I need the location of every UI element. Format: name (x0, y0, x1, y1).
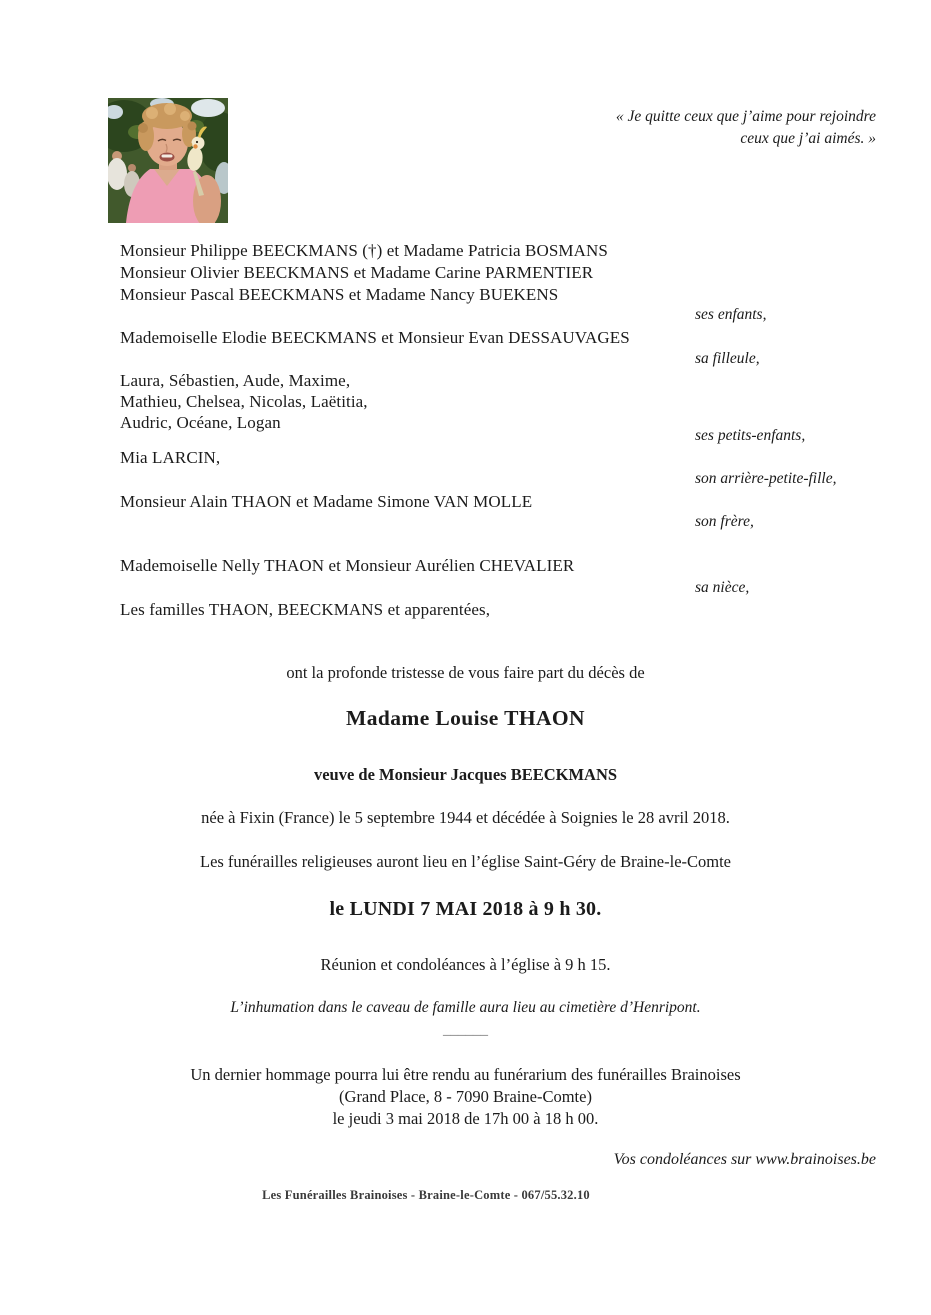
gathering-line: Réunion et condoléances à l’église à 9 h 15. (320, 955, 611, 974)
tribute-line-1: Un dernier hommage pourra lui être rendu au funérarium des funérailles Brainoises (190, 1065, 741, 1084)
family-line: Les familles THAON, BEECKMANS et apparentées, (120, 600, 491, 619)
relationship-label: sa nièce, (695, 579, 750, 596)
relationship-label: son frère, (695, 513, 754, 530)
family-line: Mathieu, Chelsea, Nicolas, Laëtitia, (120, 392, 368, 411)
family-line: Monsieur Pascal BEECKMANS et Madame Nancy BUEKENS (120, 285, 559, 304)
memorial-quote (616, 106, 876, 150)
tribute-line-3: le jeudi 3 mai 2018 de 17h 00 à 18 h 00. (332, 1109, 599, 1128)
memorial-quote-line1: « Je quitte ceux que j’aime pour rejoindre (615, 108, 876, 125)
family-line: Laura, Sébastien, Aude, Maxime, (120, 371, 351, 390)
family-line: Mademoiselle Elodie BEECKMANS et Monsieur Evan DESSAUVAGES (120, 328, 630, 347)
family-line: Audric, Océane, Logan (120, 413, 281, 432)
family-line: Mia LARCIN, (120, 448, 221, 467)
relationship-label: son arrière-petite-fille, (695, 470, 837, 487)
widow-of-line: veuve de Monsieur Jacques BEECKMANS (313, 765, 618, 784)
deceased-name: Madame Louise THAON (346, 706, 585, 730)
family-line: Mademoiselle Nelly THAON et Monsieur Aurélien CHEVALIER (120, 556, 575, 575)
relationship-label: ses enfants, (695, 306, 767, 323)
portrait-photo (108, 98, 228, 223)
relationship-label: sa filleule, (695, 350, 760, 367)
family-line: Monsieur Olivier BEECKMANS et Madame Carine PARMENTIER (120, 263, 594, 282)
funeral-location: Les funérailles religieuses auront lieu en l’église Saint-Géry de Braine-le-Comte (199, 852, 732, 871)
funeral-home-footer: Les Funérailles Brainoises - Braine-le-Comte - 067/55.32.10 (262, 1188, 590, 1202)
birth-death-line: née à Fixin (France) le 5 septembre 1944 et décédée à Soignies le 28 avril 2018. (201, 808, 730, 827)
condolences-website-line: Vos condoléances sur www.brainoises.be (613, 1151, 876, 1168)
section-divider: ______ (443, 1022, 488, 1038)
tribute-line-2: (Grand Place, 8 - 7090 Braine-Comte) (339, 1087, 592, 1106)
portrait-photo-illustration (108, 98, 228, 223)
memorial-quote-line2: ceux que j’ai aimés. » (740, 130, 876, 147)
burial-line: L’inhumation dans le caveau de famille aura lieu au cimetière d’Henripont. (230, 999, 701, 1016)
funeral-datetime: le LUNDI 7 MAI 2018 à 9 h 30. (329, 898, 602, 920)
family-line: Monsieur Alain THAON et Madame Simone VAN MOLLE (120, 492, 533, 511)
family-line: Monsieur Philippe BEECKMANS (†) et Madame Patricia BOSMANS (120, 241, 608, 260)
intro-line: ont la profonde tristesse de vous faire part du décès de (286, 663, 645, 682)
relationship-label: ses petits-enfants, (695, 427, 806, 444)
